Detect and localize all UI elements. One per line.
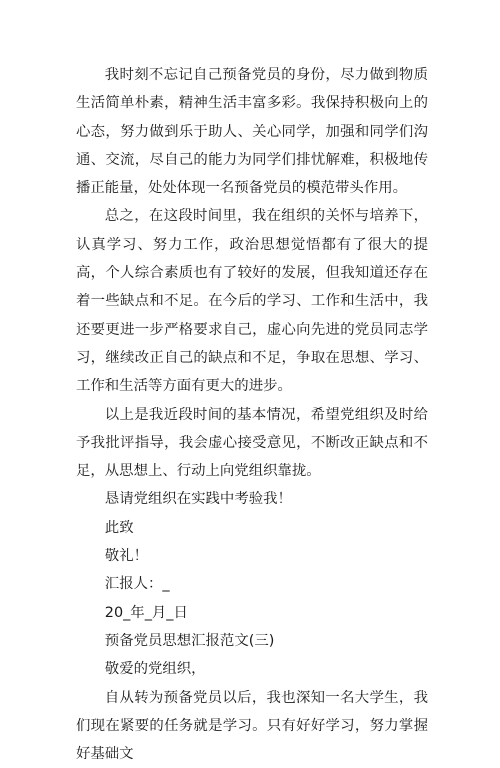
reporter-line: 汇报人：_ (104, 576, 170, 593)
section-title: 预备党员思想汇报范文(三) (104, 632, 275, 649)
paragraph-summary: 总之，在这段时间里，我在组织的关怀与培养下，认真学习、努力工作，政治思想觉悟都有了很大的提高，个人综合素质也有了较好的发展，但我知道还存在着一些缺点和不足。在今后的学习、工作和生活中，我还要更进一步严格要求自己，虚心向先进的党员同志学习，继续改正自己的缺点和不足，争取在思想、学习、工作和生活等方面有更大的进步。 (76, 208, 428, 395)
salutation: 敬爱的党组织， (104, 661, 206, 678)
request-line: 恳请党组织在实践中考验我！ (104, 491, 292, 508)
paragraph-next: 自从转为预备党员以后，我也深知一名大学生，我们现在紧要的任务就是学习。只有好好学习，努力掌握好基础文 (76, 689, 428, 763)
closing-line-1: 此致 (104, 519, 134, 536)
paragraph-identity: 我时刻不忘记自己预备党员的身份，尽力做到物质生活简单朴素，精神生活丰富多彩。我保持积极向上的心态，努力做到乐于助人、关心同学，加强和同学们沟通、交流，尽自己的能力为同学们排忧解难，积极地传播正能量，处处体现一名预备党员的模范带头作用。 (76, 67, 428, 197)
date-line: 20_年_月_日 (104, 604, 188, 621)
closing-line-2: 敬礼！ (104, 548, 148, 565)
document-body (76, 61, 428, 768)
paragraph-request-guidance: 以上是我近段时间的基本情况，希望党组织及时给予我批评指导，我会虚心接受意见，不断改正缺点和不足，从思想上、行动上向党组织靠拢。 (76, 406, 428, 480)
